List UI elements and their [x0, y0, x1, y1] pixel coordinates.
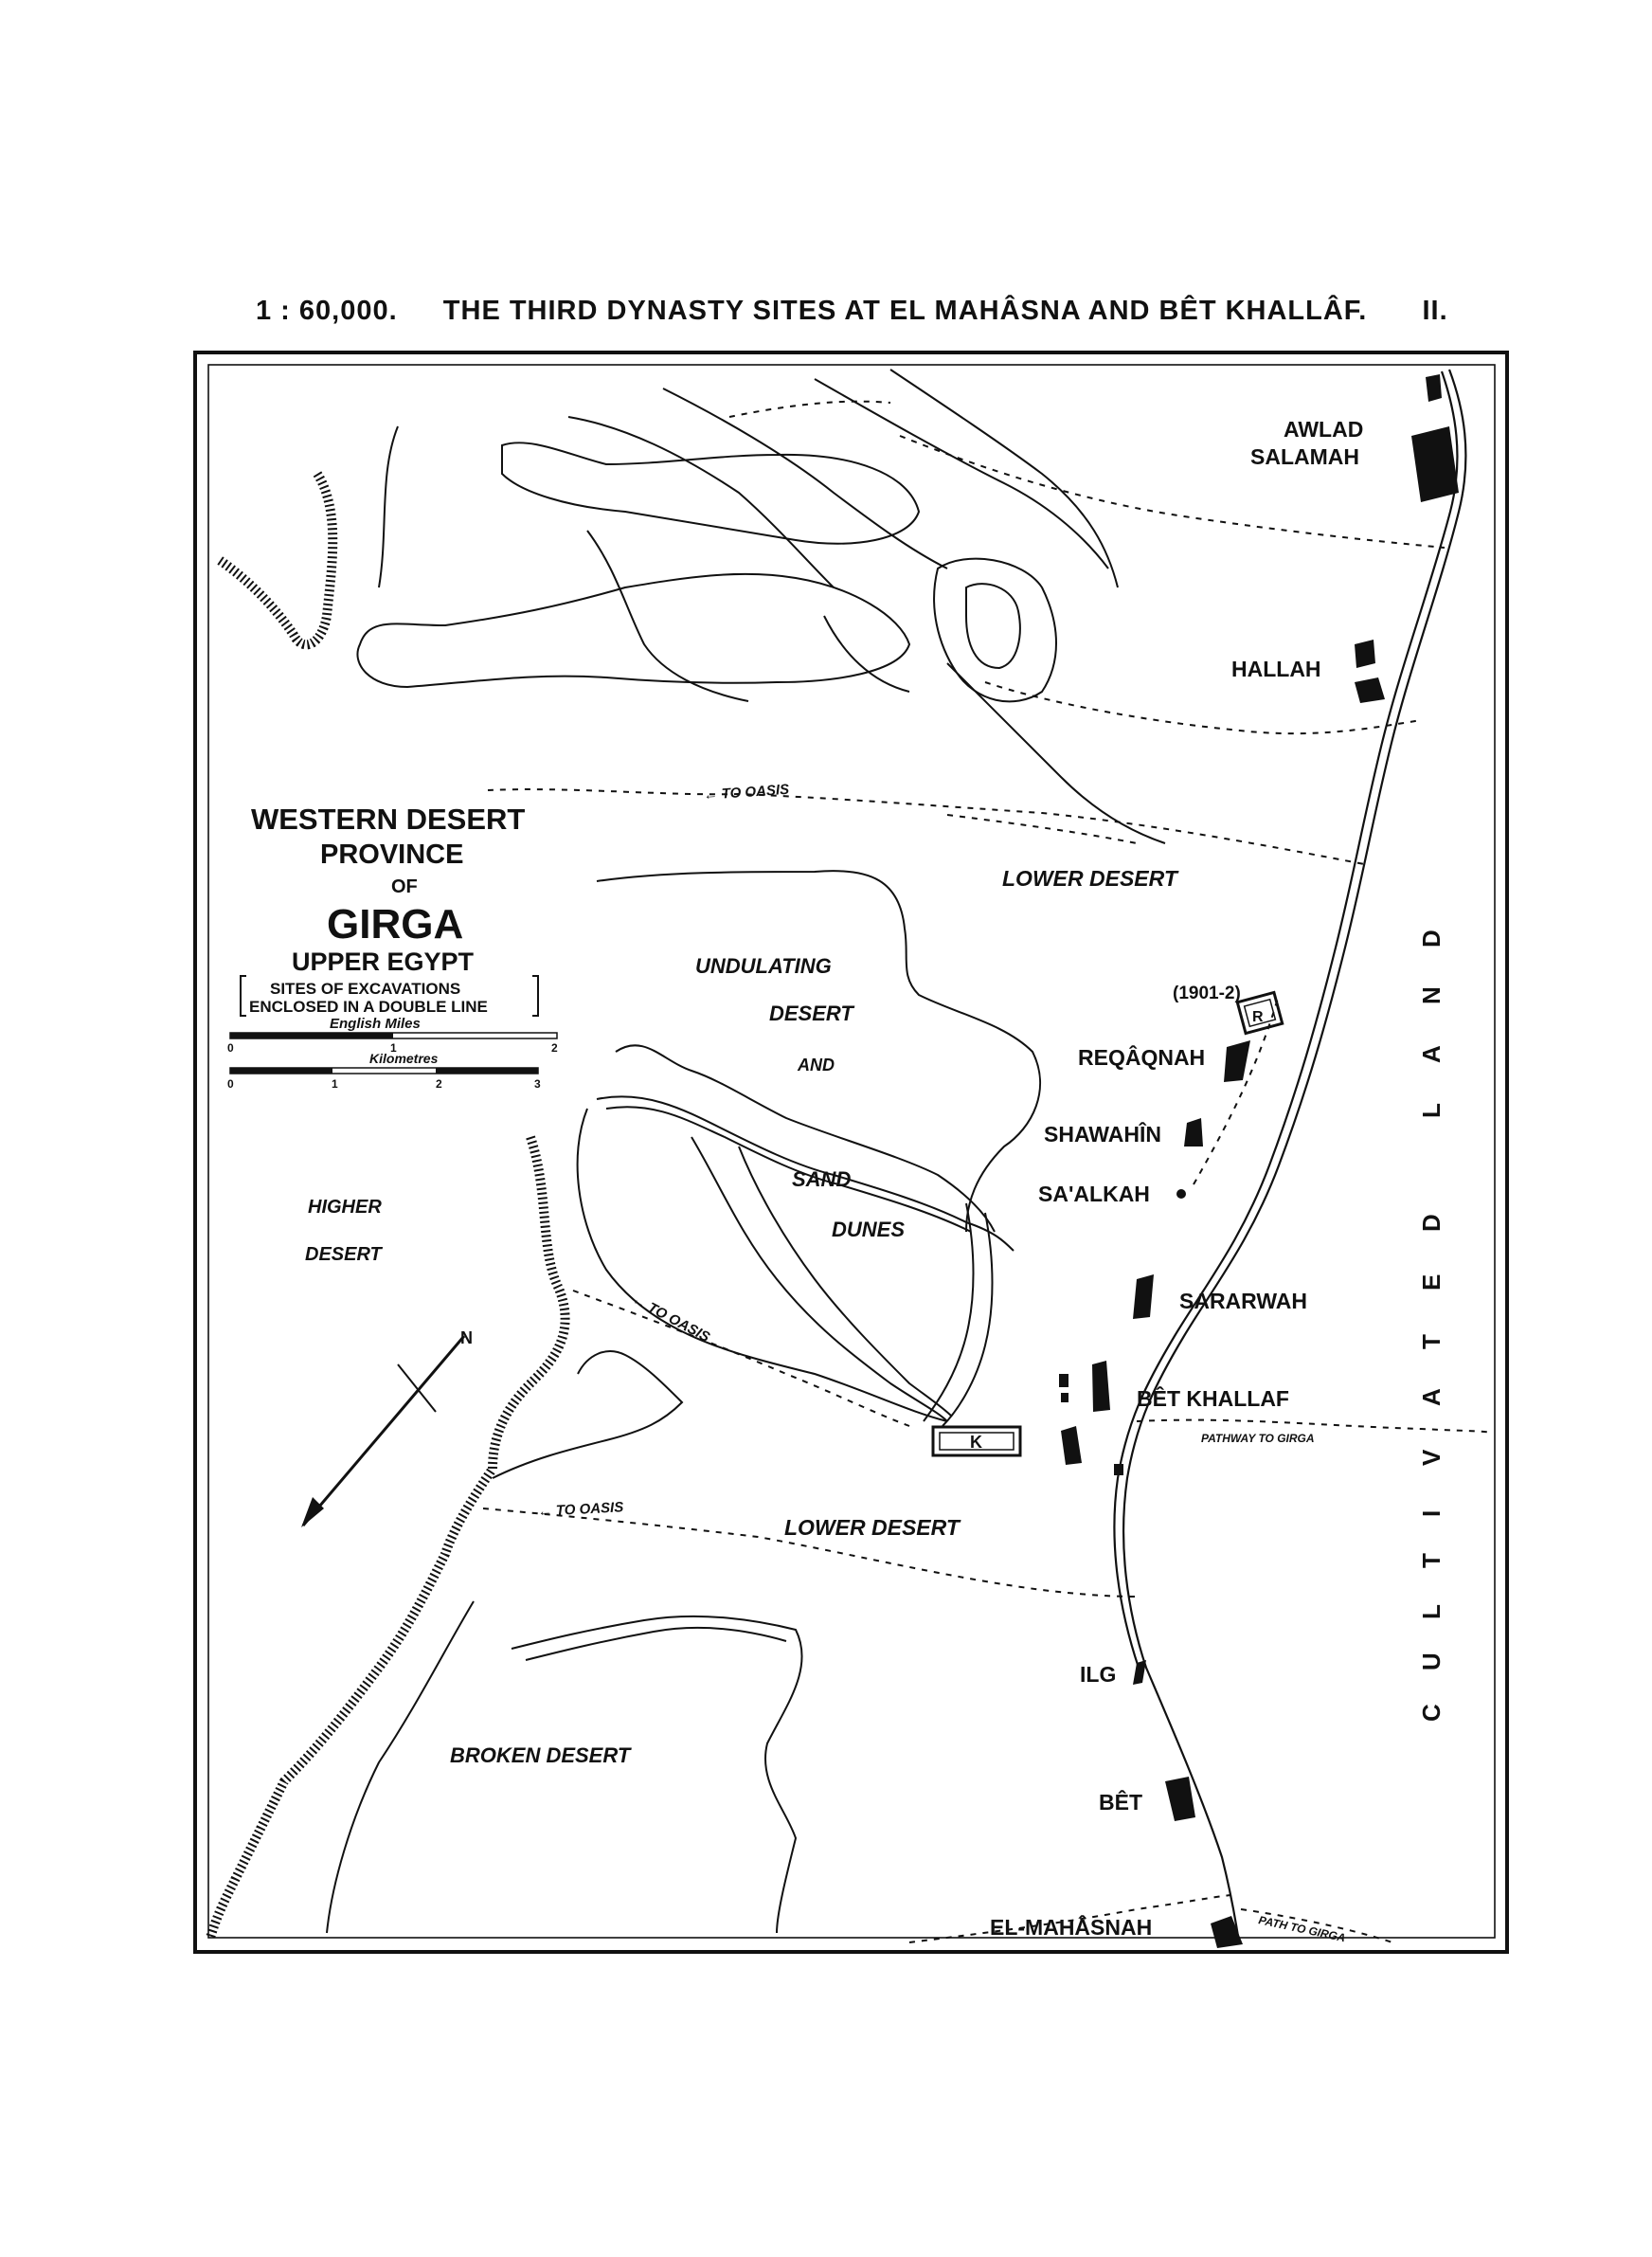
legend-km-label: Kilometres	[369, 1051, 439, 1066]
cultivated-letter-11: A	[1417, 1045, 1446, 1063]
cultivated-letter-12: N	[1417, 986, 1446, 1004]
legend-line-1: WESTERN DESERT	[251, 803, 526, 836]
place-ilg: ILG	[1080, 1662, 1117, 1687]
cultivated-letter-9: D	[1417, 1214, 1446, 1232]
contour-dunes-4	[924, 1203, 974, 1421]
region-lower-desert-top: LOWER DESERT	[1002, 866, 1177, 891]
compass-arrow-shaft	[303, 1336, 464, 1526]
region-and-word: AND	[798, 1056, 835, 1074]
track-lower-desert	[947, 815, 1137, 843]
site-k-label: K	[970, 1433, 982, 1452]
awlad-salamah-block-2	[1411, 426, 1459, 502]
legend-bracket-left	[241, 976, 246, 1016]
map-legend	[227, 803, 558, 1091]
miles-tick-1: 1	[390, 1041, 397, 1055]
legend-miles-label: English Miles	[330, 1016, 421, 1032]
place-bet: BÊT	[1099, 1790, 1142, 1815]
contour-valley-2	[587, 531, 748, 701]
region-desert-word: DESERT	[769, 1002, 853, 1025]
track-pathway-girga	[1137, 1420, 1492, 1433]
cultivated-letter-1: U	[1417, 1652, 1446, 1670]
compass-arrow-head	[301, 1497, 324, 1527]
contour-dunes-5	[943, 1213, 993, 1426]
bet-khallaf-block-4	[1061, 1426, 1082, 1465]
contour-north-6	[890, 370, 1118, 587]
cultivated-letter-2: L	[1417, 1604, 1446, 1619]
bet-khallaf-block-1	[1092, 1361, 1110, 1412]
km-scale-fill-1	[230, 1068, 332, 1074]
region-higher: HIGHER	[308, 1197, 382, 1218]
label-to-oasis-1: ← TO OASIS	[703, 781, 790, 803]
contour-north-3	[568, 417, 834, 587]
km-tick-2: 2	[436, 1077, 442, 1091]
legend-line-4: GIRGA	[327, 901, 464, 948]
cultivated-letter-5: V	[1417, 1449, 1446, 1466]
scale-label: 1 : 60,000.	[256, 296, 398, 326]
bet-block	[1165, 1777, 1195, 1821]
miles-tick-2: 2	[551, 1041, 558, 1055]
place-reqaqnah: REQÂQNAH	[1078, 1045, 1206, 1070]
hallah-block-2	[1355, 677, 1385, 703]
legend-line-3: OF	[391, 876, 418, 897]
region-higher-desert: DESERT	[305, 1244, 382, 1265]
site-r-date: (1901-2)	[1173, 984, 1241, 1003]
miles-scale-fill	[230, 1033, 393, 1038]
map-inner-frame	[208, 365, 1495, 1938]
track-to-oasis-top	[488, 789, 1364, 864]
cultivated-letter-10: L	[1417, 1103, 1446, 1118]
reqaqnah-block	[1224, 1040, 1250, 1082]
place-bet-khallaf: BÊT KHALLAF	[1137, 1386, 1289, 1411]
cultivated-letter-8: E	[1417, 1273, 1446, 1291]
contour-north-2	[502, 442, 919, 543]
cultivated-letter-4: I	[1417, 1509, 1446, 1517]
contour-broken-1	[327, 1601, 474, 1933]
place-el-mahasnah: EL-MAHÂSNAH	[990, 1915, 1153, 1940]
legend-line-2: PROVINCE	[320, 840, 464, 870]
region-broken-desert: BROKEN DESERT	[450, 1743, 631, 1767]
legend-note-1: SITES OF EXCAVATIONS	[270, 980, 461, 998]
main-road-edge	[1114, 371, 1457, 1668]
cultivated-letter-13: D	[1417, 930, 1446, 948]
compass-crossbar	[398, 1364, 436, 1412]
region-lower-desert-bottom: LOWER DESERT	[784, 1515, 960, 1540]
track-north	[900, 436, 1445, 548]
plate-number: II.	[1422, 296, 1448, 326]
legend-line-5: UPPER EGYPT	[292, 948, 475, 976]
contour-broken-3	[526, 1628, 786, 1660]
legend-note-2: ENCLOSED IN A DOUBLE LINE	[249, 998, 488, 1016]
cultivated-letter-0: C	[1417, 1704, 1446, 1722]
km-tick-1: 1	[332, 1077, 338, 1091]
map-outer-frame	[195, 352, 1507, 1952]
compass-north-label: N	[460, 1328, 473, 1347]
km-tick-0: 0	[227, 1077, 234, 1091]
contour-undulating-river-2	[606, 1107, 971, 1232]
saalkah-dot	[1176, 1189, 1186, 1199]
cultivated-letter-7: T	[1417, 1334, 1446, 1349]
contour-valley-3	[824, 616, 909, 692]
bet-khallaf-block-5	[1114, 1464, 1123, 1475]
region-sand: SAND	[792, 1167, 852, 1191]
contour-valley-4	[947, 663, 1165, 843]
cultivated-letter-3: T	[1417, 1553, 1446, 1568]
track-reqaqnah-road	[1194, 995, 1279, 1184]
km-scale-fill-2	[436, 1068, 538, 1074]
label-to-oasis-3: ← TO OASIS	[537, 1499, 624, 1520]
hallah-block-1	[1355, 640, 1375, 668]
place-salamah: SALAMAH	[1250, 444, 1359, 469]
contour-hill-outer	[934, 559, 1056, 702]
place-shawahin: SHAWAHÎN	[1044, 1122, 1161, 1147]
bet-khallaf-block-3	[1061, 1393, 1068, 1402]
label-path-girga: PATH TO GIRGA	[1257, 1913, 1347, 1945]
shawahin-block	[1184, 1118, 1203, 1147]
place-sararwah: SARARWAH	[1179, 1289, 1308, 1313]
region-dunes: DUNES	[832, 1218, 906, 1241]
site-r-box	[1237, 992, 1282, 1033]
contour-valley-1	[379, 426, 398, 587]
km-tick-3: 3	[534, 1077, 541, 1091]
region-undulating: UNDULATING	[695, 954, 832, 978]
contour-north-5	[815, 379, 1108, 569]
main-road	[1123, 370, 1465, 1945]
legend-bracket-right	[532, 976, 538, 1016]
ilg-block	[1133, 1660, 1146, 1685]
site-k-box	[933, 1427, 1020, 1455]
contour-mid-lower	[493, 1351, 682, 1478]
awlad-salamah-block-1	[1426, 374, 1442, 402]
miles-tick-0: 0	[227, 1041, 234, 1055]
cultivated-land-label	[1417, 930, 1446, 1722]
place-hallah: HALLAH	[1231, 657, 1321, 681]
escarpment-north	[218, 474, 332, 644]
sararwah-block	[1133, 1274, 1154, 1319]
contour-broken-2	[512, 1616, 802, 1933]
cultivated-letter-6: A	[1417, 1388, 1446, 1406]
label-to-oasis-2: ← TO OASIS	[629, 1291, 713, 1346]
place-awlad: AWLAD	[1284, 417, 1364, 442]
contour-north-1	[357, 574, 909, 687]
label-pathway-girga: PATHWAY TO GIRGA	[1201, 1432, 1315, 1445]
track-hallah	[985, 682, 1421, 733]
contour-hill-inner	[966, 584, 1020, 668]
place-saalkah: SA'ALKAH	[1038, 1182, 1150, 1206]
bet-khallaf-block-2	[1059, 1374, 1068, 1387]
site-r-label: R	[1252, 1009, 1264, 1025]
plate-title: THE THIRD DYNASTY SITES AT EL MAHÂSNA AND BÊT KHALLÂF.	[442, 296, 1368, 326]
escarpment-main	[210, 1137, 566, 1938]
